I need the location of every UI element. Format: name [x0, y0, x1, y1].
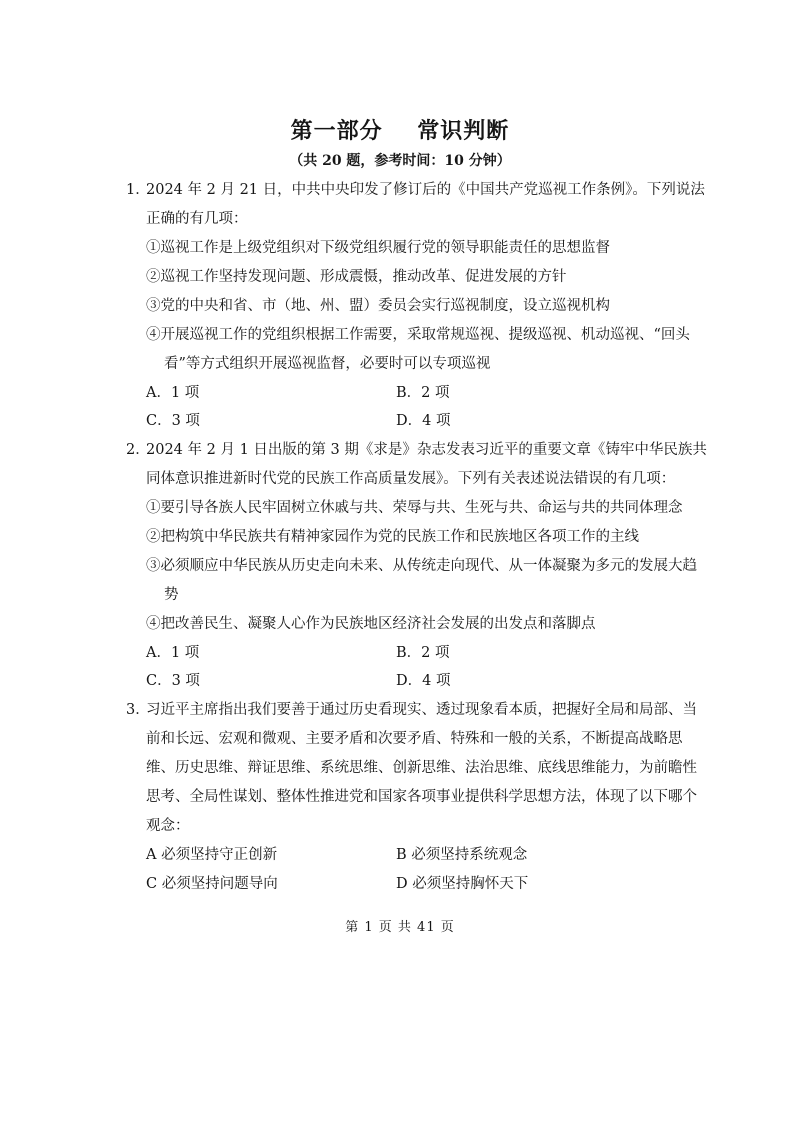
question-1-stem-line-2: 正确的有几项： — [146, 211, 248, 227]
question-1-option-c: C．3 项 — [146, 413, 200, 429]
question-3-option-c: C 必须坚持问题导向 — [146, 876, 278, 892]
question-1-number: 1． — [126, 182, 150, 198]
question-2-statement-2: ②把构筑中华民族共有精神家园作为党的民族工作和民族地区各项工作的主线 — [146, 529, 639, 545]
question-2-statement-4: ④把改善民生、凝聚人心作为民族地区经济社会发展的出发点和落脚点 — [146, 616, 596, 632]
question-1-statement-2: ②巡视工作坚持发现问题、形成震慑，推动改革、促进发展的方针 — [146, 269, 567, 285]
question-3-number: 3． — [126, 702, 150, 718]
question-2-statement-3: ③必须顺应中华民族从历史走向未来、从传统走向现代、从一体凝聚为多元的发展大趋 — [146, 558, 697, 574]
question-2-option-a: A．1 项 — [146, 645, 200, 661]
question-3-stem-line-3: 维、历史思维、辩证思维、系统思维、创新思维、法治思维、底线思维能力，为前瞻性 — [146, 760, 697, 776]
question-3-option-a: A 必须坚持守正创新 — [146, 847, 278, 863]
question-1-stem-line-1: 1．2024 年 2 月 21 日，中共中央印发了修订后的《中国共产党巡视工作条例》。下列说法 — [126, 182, 705, 198]
question-2-option-c: C．3 项 — [146, 673, 200, 689]
question-3-option-d: D 必须坚持胸怀天下 — [396, 876, 529, 892]
question-3-stem-line-4: 思考、全局性谋划、整体性推进党和国家各项事业提供科学思想方法，体现了以下哪个 — [146, 789, 697, 805]
question-1-statement-3: ③党的中央和省、市（地、州、盟）委员会实行巡视制度，设立巡视机构 — [146, 298, 610, 314]
question-2-stem-line-1: 2．2024 年 2 月 1 日出版的第 3 期《求是》杂志发表习近平的重要文章《铸牢中华民族共 — [126, 442, 707, 458]
question-1-statement-4-cont: 看”等方式组织开展巡视监督，必要时可以专项巡视 — [164, 356, 491, 372]
section-subtitle: （共 20 题，参考时间：10 分钟） — [289, 153, 511, 169]
question-1-option-b: B．2 项 — [396, 385, 450, 401]
question-2-statement-1: ①要引导各族人民牢固树立休戚与共、荣辱与共、生死与共、命运与共的共同体理念 — [146, 500, 683, 516]
question-2-stem-line-2: 同体意识推进新时代党的民族工作高质量发展》。下列有关表述说法错误的有几项： — [146, 471, 676, 487]
question-2-option-d: D．4 项 — [396, 673, 451, 689]
question-1-statement-1: ①巡视工作是上级党组织对下级党组织履行党的领导职能责任的思想监督 — [146, 240, 610, 256]
question-3-stem-line-5: 观念： — [146, 818, 190, 834]
question-1-statement-4: ④开展巡视工作的党组织根据工作需要，采取常规巡视、提级巡视、机动巡视、“回头 — [146, 327, 690, 343]
question-3-stem-line-1: 3．习近平主席指出我们要善于通过历史看现实、透过现象看本质，把握好全局和局部、当 — [126, 702, 697, 718]
question-1-option-a: A．1 项 — [146, 385, 200, 401]
section-title: 第一部分 常识判断 — [290, 118, 510, 144]
question-2-statement-3-cont: 势 — [164, 587, 179, 603]
page-footer: 第 1 页 共 41 页 — [345, 920, 455, 935]
question-3-option-b: B 必须坚持系统观念 — [396, 847, 528, 863]
question-3-stem-line-2: 前和长远、宏观和微观、主要矛盾和次要矛盾、特殊和一般的关系，不断提高战略思 — [146, 731, 683, 747]
question-2-option-b: B．2 项 — [396, 645, 450, 661]
question-2-number: 2． — [126, 442, 150, 458]
question-1-option-d: D．4 项 — [396, 413, 451, 429]
